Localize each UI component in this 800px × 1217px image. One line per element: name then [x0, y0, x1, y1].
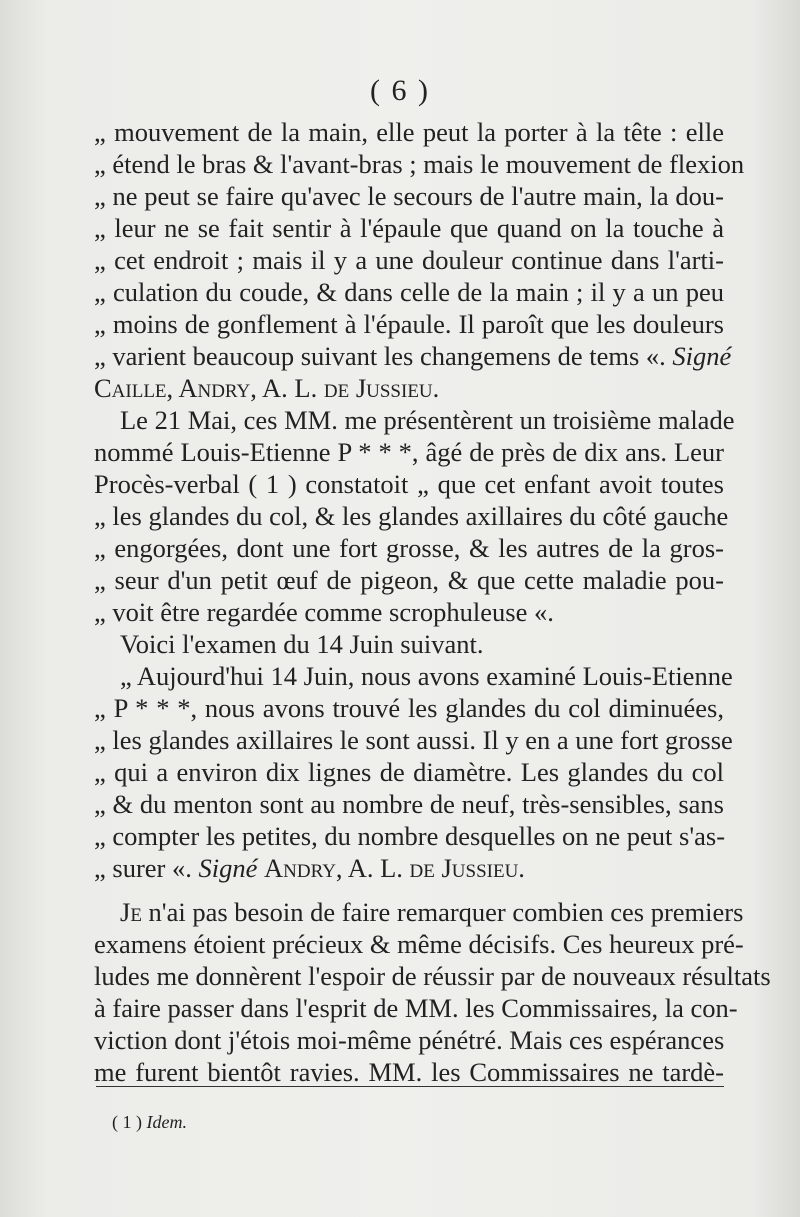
- text-line: „ les glandes du col, & les glandes axillaires du côté gauche: [94, 501, 729, 531]
- text-line: „ compter les petites, du nombre desquelles on ne peut s'as-: [94, 821, 726, 851]
- text-line: „ ne peut se faire qu'avec le secours de l'autre main, la dou-: [94, 181, 724, 211]
- footnote: [112, 1110, 187, 1134]
- text-line: „ engorgées, dont une fort grosse, & les autres de la gros-: [94, 533, 724, 563]
- paragraph-3: Voici l'examen du 14 Juin suivant.: [120, 629, 484, 659]
- text-line: „ P * * *, nous avons trouvé les glandes du col diminuées,: [94, 693, 724, 723]
- text-line: „ les glandes axillaires le sont aussi. Il y en a une fort grosse: [94, 725, 733, 755]
- text-line: viction dont j'étois moi-même pénétré. Mais ces espérances: [94, 1025, 725, 1055]
- text-line: „ & du menton sont au nombre de neuf, très-sensibles, sans: [94, 789, 724, 819]
- text-line: „ qui a environ dix lignes de diamètre. Les glandes du col: [94, 757, 724, 787]
- footnote-divider: [96, 1086, 724, 1087]
- signature-names: Andry, A. L. de Jussieu.: [264, 853, 525, 883]
- text-line: „ surer «.: [94, 853, 192, 883]
- page-number: ( 6 ): [370, 74, 430, 107]
- signe-label: Signé: [198, 853, 258, 883]
- text-line: Procès-verbal ( 1 ) constatoit „ que cet enfant avoit toutes: [94, 469, 724, 499]
- text-line: „ Aujourd'hui 14 Juin, nous avons examiné Louis-Etienne: [120, 661, 733, 691]
- text-line: „ varient beaucoup suivant les changemens de tems «.: [94, 341, 666, 371]
- signature-names: Caille, Andry, A. L. de Jussieu.: [94, 373, 440, 403]
- text-line: „ seur d'un petit œuf de pigeon, & que cette maladie pou-: [94, 565, 724, 595]
- text-line: ludes me donnèrent l'espoir de réussir par de nouveaux résultats: [94, 961, 771, 991]
- text-line: me furent bientôt ravies. MM. les Commissaires ne tardè-: [94, 1057, 724, 1087]
- signe-label: Signé: [672, 341, 732, 371]
- footnote-marker: ( 1 ): [112, 1112, 142, 1132]
- text-line: „ voit être regardée comme scrophuleuse «.: [94, 597, 554, 627]
- text-line: „ mouvement de la main, elle peut la porter à la tête : elle: [94, 117, 724, 147]
- text-line: „ moins de gonflement à l'épaule. Il paroît que les douleurs: [94, 309, 724, 339]
- text-line: à faire passer dans l'esprit de MM. les Commissaires, la con-: [94, 993, 738, 1023]
- text-line: „ leur ne se fait sentir à l'épaule que quand on la touche à: [94, 213, 724, 243]
- text-line-with-initial: [94, 896, 744, 928]
- text-line: nommé Louis-Etienne P * * *, âgé de près de dix ans. Leur: [94, 437, 724, 467]
- text-line: „ étend le bras & l'avant-bras ; mais le mouvement de flexion: [94, 149, 745, 179]
- text-line: Le 21 Mai, ces MM. me présentèrent un troisième malade: [120, 405, 735, 435]
- text-line-with-signatures: [94, 852, 724, 884]
- text-line: „ cet endroit ; mais il y a une douleur continue dans l'arti-: [94, 245, 724, 275]
- text-line: n'ai pas besoin de faire remarquer combien ces premiers: [141, 897, 744, 927]
- signatures: [94, 372, 724, 404]
- text-line: „ culation du coude, & dans celle de la main ; il y a un peu: [94, 277, 724, 307]
- text-line-with-signe: [94, 340, 732, 372]
- footnote-text: Idem.: [146, 1112, 187, 1132]
- initial-word: Je: [120, 897, 142, 927]
- text-line: examens étoient précieux & même décisifs. Ces heureux pré-: [94, 929, 744, 959]
